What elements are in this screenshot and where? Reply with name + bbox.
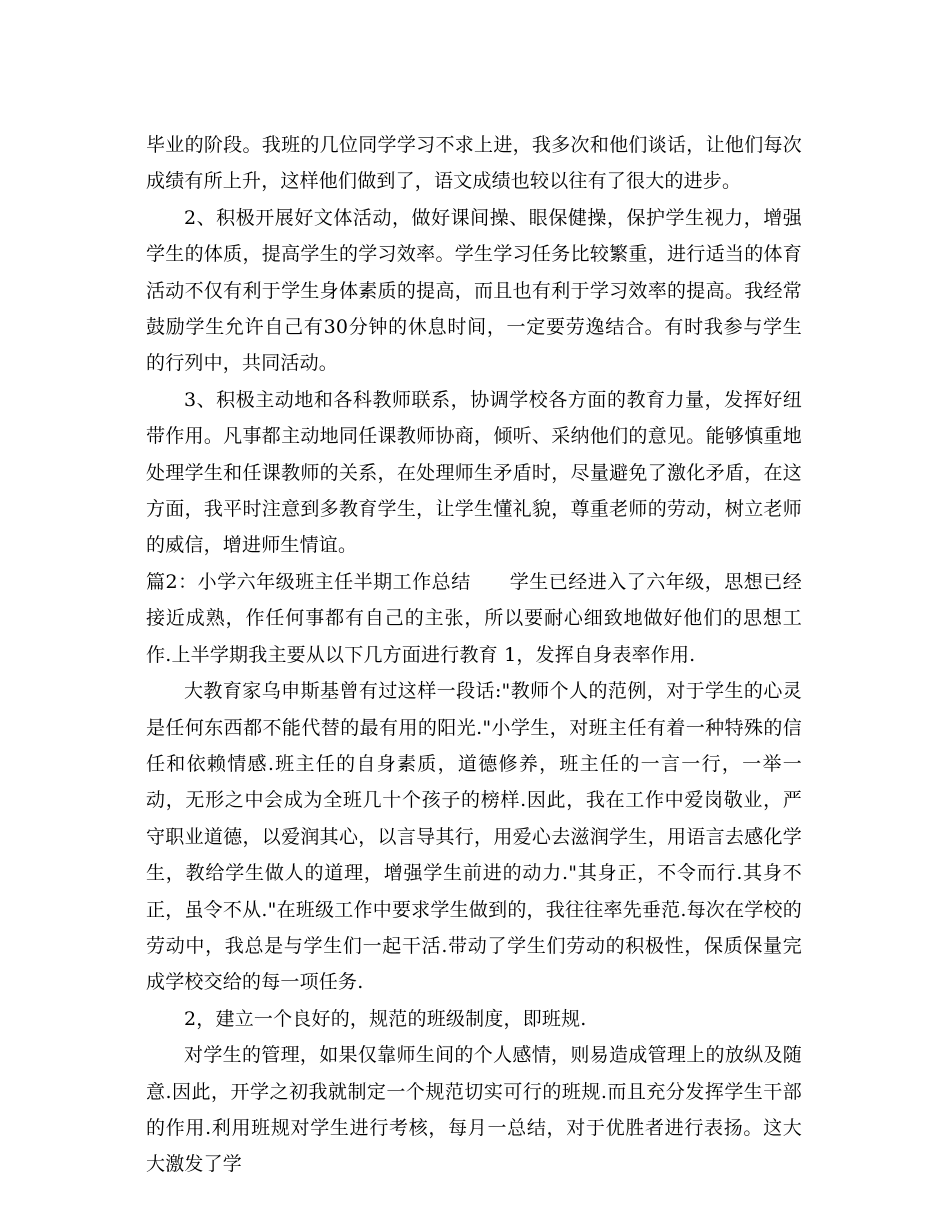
paragraph-5: 大教育家乌申斯基曾有过这样一段话:"教师个人的范例，对于学生的心灵是任何东西都不能代替的最有用的阳光."小学生，对班主任有着一种特殊的信任和依赖情感.班主任的自身素质，道德修养，班主任的一言一行，一举一动，无形之中会成为全班几十个孩子的榜样.因此，我在工作中爱岗敬业，严守职业道德，以爱润其心，以言导其行，用爱心去滋润学生，用语言去感化学生，教给学生做人的道理，增强学生前进的动力."其身正，不令而行.其身不正，虽令不从."在班级工作中要求学生做到的，我往往率先垂范.每次在学校的劳动中，我总是与学生们一起干活.带动了学生们劳动的积极性，保质保量完成学校交给的每一项任务. <box>146 680 802 994</box>
paragraph-2: 2、积极开展好文体活动，做好课间操、眼保健操，保护学生视力，增强学生的体质，提高学生的学习效率。学生学习任务比较繁重，进行适当的体育活动不仅有利于学生身体素质的提高，而且也有利于学习效率的提高。我经常鼓励学生允许自己有30分钟的休息时间，一定要劳逸结合。有时我参与学生的行列中，共同活动。 <box>146 206 802 375</box>
paragraph-6: 2，建立一个良好的，规范的班级制度，即班规. <box>184 1007 587 1030</box>
paragraph-1: 毕业的阶段。我班的几位同学学习不求上进，我多次和他们谈话，让他们每次成绩有所上升，这样他们做到了，语文成绩也较以往有了很大的进步。 <box>146 134 802 193</box>
paragraph-4-section-heading: 篇2：小学六年级班主任半期工作总结 学生已经进入了六年级，思想已经接近成熟，作任何事都有自己的主张，所以要耐心细致地做好他们的思想工作.上半学期我主要从以下几方面进行教育 1，发挥自身表率作用. <box>146 570 802 666</box>
paragraph-3: 3、积极主动地和各科教师联系，协调学校各方面的教育力量，发挥好纽带作用。凡事都主动地同任课教师协商，倾听、采纳他们的意见。能够慎重地处理学生和任课教师的关系，在处理师生矛盾时，尽量避免了激化矛盾，在这方面，我平时注意到多教育学生，让学生懂礼貌，尊重老师的劳动，树立老师的威信，增进师生情谊。 <box>146 388 802 557</box>
paragraph-7: 对学生的管理，如果仅靠师生间的个人感情，则易造成管理上的放纵及随意.因此，开学之初我就制定一个规范切实可行的班规.而且充分发挥学生干部的作用.利用班规对学生进行考核，每月一总结，对于优胜者进行表扬。这大大激发了学 <box>146 1044 802 1176</box>
